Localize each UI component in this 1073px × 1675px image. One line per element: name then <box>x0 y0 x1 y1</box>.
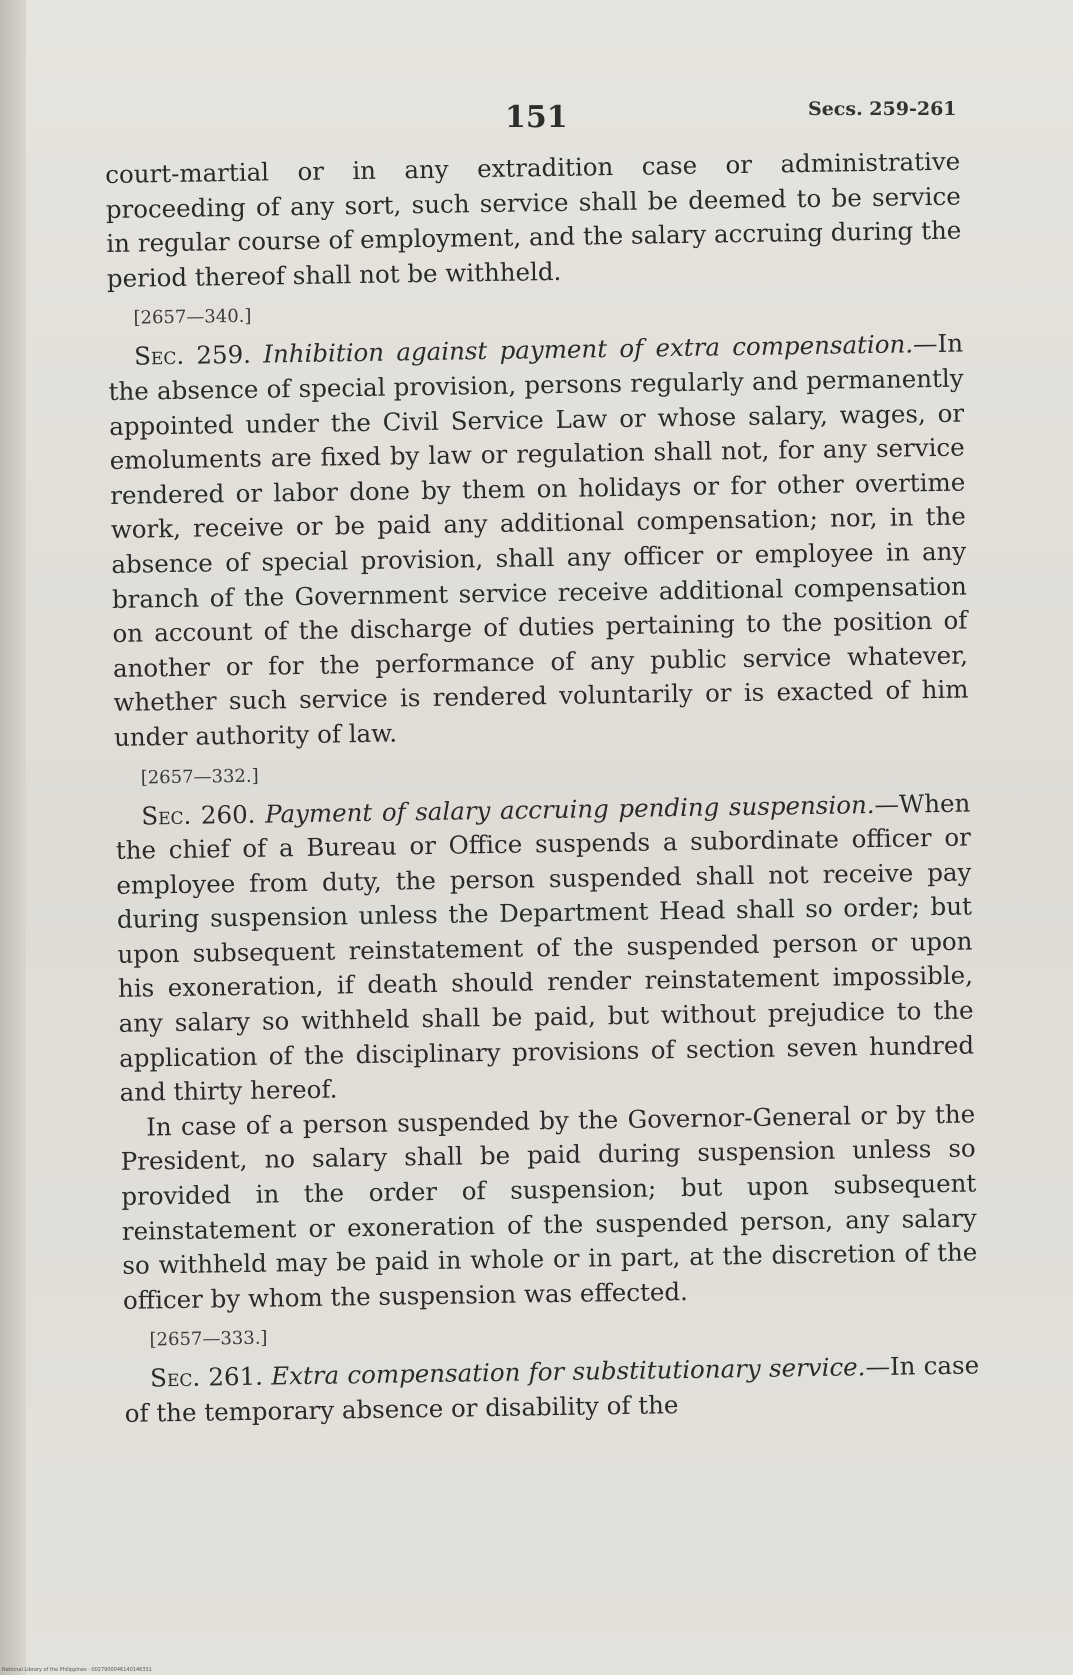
scan-footer-note: National Library of the Philippines · 0027900046140146331 <box>2 1667 152 1673</box>
section-title: Inhibition against payment of extra compensation. <box>263 329 914 369</box>
page-edge-shadow <box>0 0 26 1675</box>
section-title: Extra compensation for substitutionary service. <box>271 1352 866 1391</box>
page-number: 151 <box>505 100 568 135</box>
running-head: Secs. 259-261 <box>808 98 957 120</box>
opening-paragraph: court-martial or in any extradition case or administrative proceeding of any sort, such service shall be deemed to be service in regular course of employment, and the salary accruing during the period thereof shall not be withheld. <box>105 146 962 293</box>
section-label: Sec. 259. <box>133 340 252 371</box>
section-title: Payment of salary accruing pending suspension. <box>264 789 875 829</box>
section-label: Sec. 261. <box>149 1362 264 1393</box>
citation-260: [2657—332.] <box>140 765 259 789</box>
section-label: Sec. 260. <box>141 799 256 831</box>
page-body <box>105 145 980 1432</box>
section-261 <box>124 1349 980 1432</box>
citation-259: [2657—340.] <box>133 306 252 329</box>
section-260-paragraph-2: In case of a person suspended by the Governor-General or by the President, no salary shall be paid during suspension unless so provided in the order of suspension; but upon subsequent reinstatement or exoneration of the suspended person, any salary so withheld may be paid in whole or in part, at the discretion of the officer by whom the suspension was effected. <box>120 1099 978 1315</box>
section-259 <box>108 327 969 756</box>
section-text: —In the absence of special provision, persons regularly and permanently appointed under the Civil Service Law or whose salary, wages, or emoluments are fixed by law or regulation shall not, for any service rendered or labor done by them on holidays or for other overtime work, receive or be paid any additional compensation; nor, in the absence of special provision, shall any officer or employee in any branch of the Government service receive additional compensation on account of the discharge of duties pertaining to the position of another or for the performance of any public service whatever, whether such service is rendered voluntarily or is exacted of him under authority of law. <box>108 328 969 752</box>
citation-261: [2657—333.] <box>149 1328 268 1351</box>
section-text: —In case of the temporary absence or disability of the <box>124 1350 980 1428</box>
section-260 <box>115 786 975 1111</box>
section-text: —When the chief of a Bureau or Office suspends a subordinate officer or employee from duty, the person suspended shall not receive pay during suspension unless the Department Head shall so order; but upon subsequent reinstatement of the suspended person or upon his exoneration, if death should render reinstatement impossible, any salary so withheld shall be paid, but without prejudice to the application of the disciplinary provisions of section seven hundred and thirty hereof. <box>115 787 975 1108</box>
